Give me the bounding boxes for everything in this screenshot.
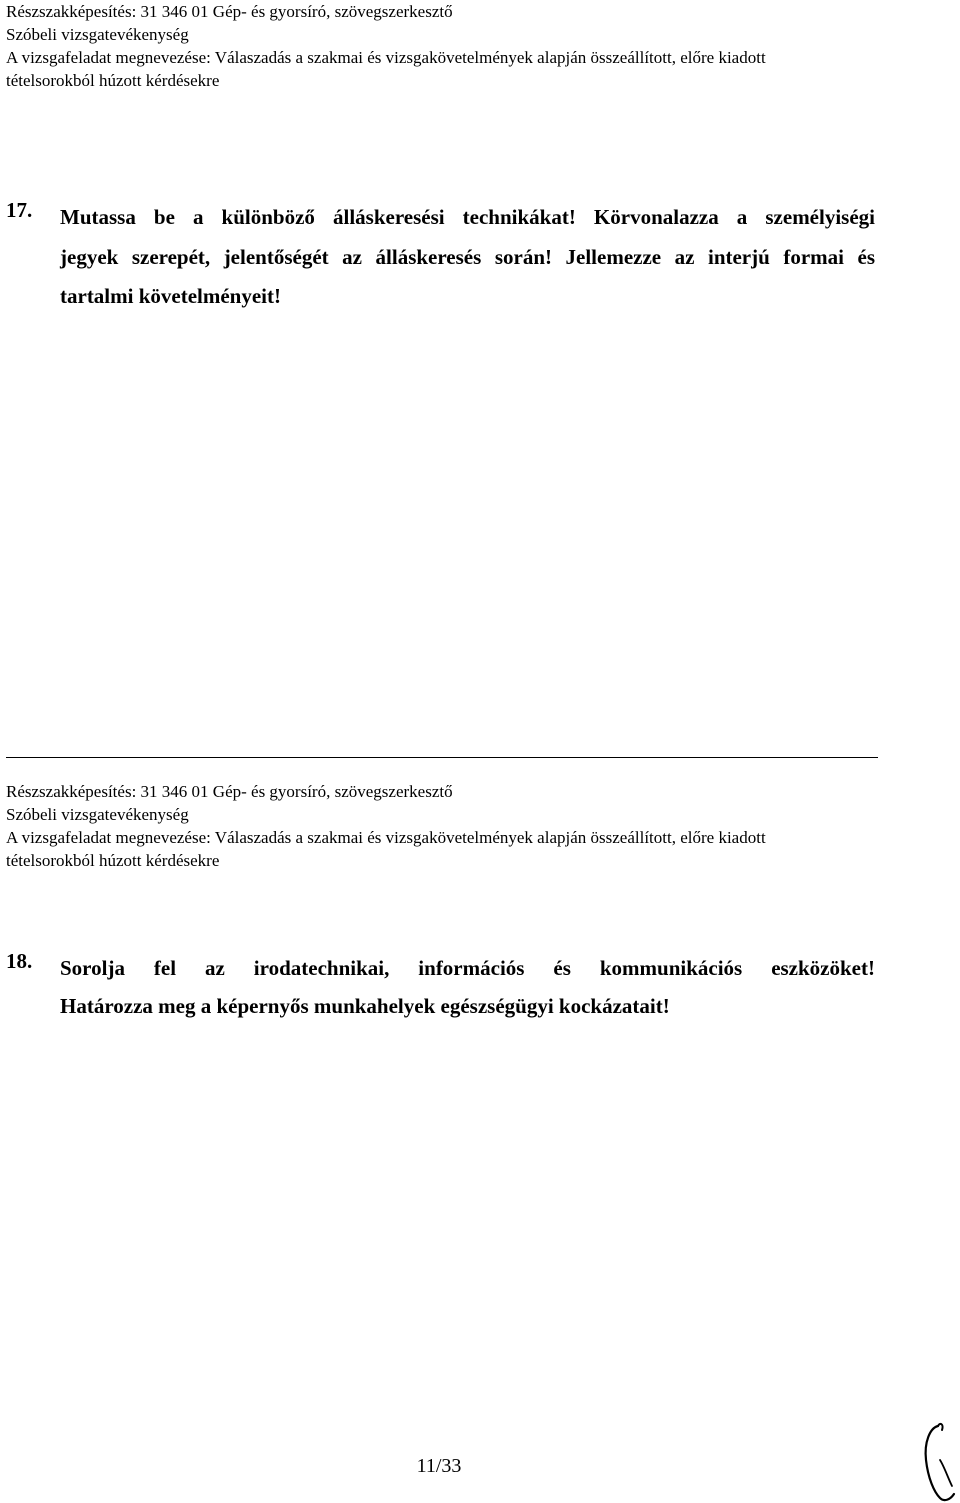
page-header: [6, 0, 886, 92]
header-qualification: Részszakképesítés: 31 346 01 Gép- és gyorsíró, szövegszerkesztő: [6, 2, 453, 21]
header-exam-activity: Szóbeli vizsgatevékenység: [6, 25, 189, 44]
question-text: [60, 198, 875, 317]
section-divider: [6, 757, 878, 758]
question-text-line: tartalmi követelményeit!: [60, 284, 282, 308]
header-task-name-continued: tételsorokból húzott kérdésekre: [6, 851, 220, 870]
page-number: 11/33: [416, 1455, 462, 1477]
question-text-line: Mutassa be a különböző álláskeresési technikákat! Körvonalazza a személyiségi: [60, 205, 875, 229]
header-task-name: A vizsgafeladat megnevezése: Válaszadás a szakmai és vizsgakövetelmények alapján összeállított, előre kiadott: [6, 828, 766, 847]
header-task-name: A vizsgafeladat megnevezése: Válaszadás a szakmai és vizsgakövetelmények alapján összeállított, előre kiadott: [6, 48, 766, 67]
header-exam-activity: Szóbeli vizsgatevékenység: [6, 805, 189, 824]
signature-icon: [918, 1420, 960, 1503]
question-number: 17.: [6, 198, 33, 222]
header-task-name-continued: tételsorokból húzott kérdésekre: [6, 71, 220, 90]
question-text-line: jegyek szerepét, jelentőségét az álláskeresés során! Jellemezze az interjú formai és: [60, 244, 875, 269]
header-qualification: Részszakképesítés: 31 346 01 Gép- és gyorsíró, szövegszerkesztő: [6, 782, 453, 801]
question-text: [60, 949, 875, 1025]
question-text-line: Sorolja fel az irodatechnikai, információs és kommunikációs eszközöket!: [60, 956, 875, 980]
question-text-line: Határozza meg a képernyős munkahelyek egészségügyi kockázatait!: [60, 994, 670, 1018]
page-header: [6, 780, 886, 872]
question-number: 18.: [6, 949, 33, 973]
